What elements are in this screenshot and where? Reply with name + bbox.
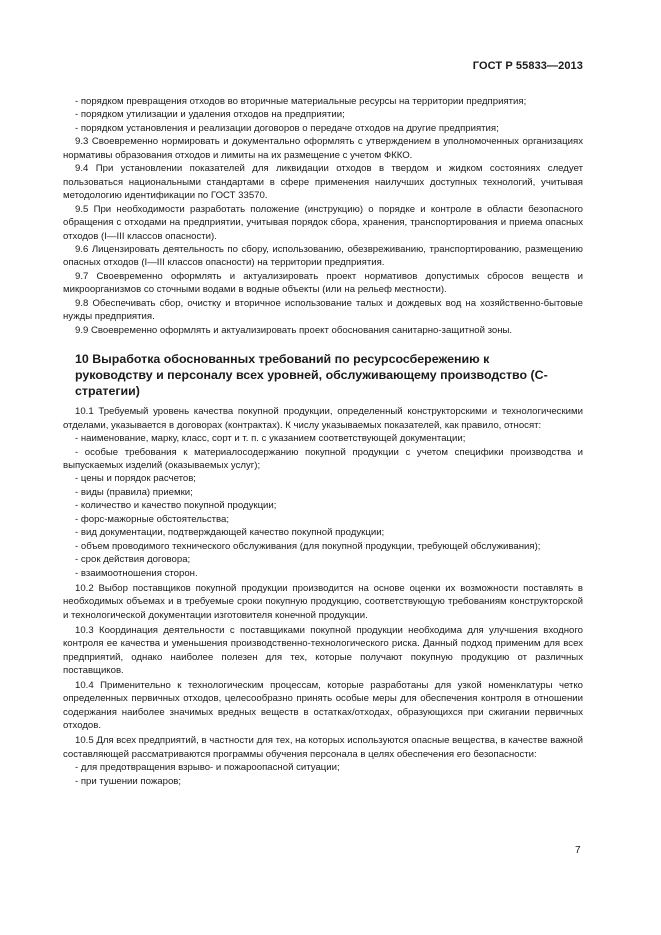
paragraph: 9.3 Своевременно нормировать и документально оформлять с утверждением в уполномоченных организациях нормативы образования отходов и лимиты на их размещение с учетом ФККО. xyxy=(63,136,583,161)
list-item: - цены и порядок расчетов; xyxy=(75,473,196,485)
list-item: - объем проводимого технического обслуживания (для покупной продукции, требующей обслуживания); xyxy=(75,540,541,552)
paragraph: - порядком утилизации и удаления отходов на предприятии; xyxy=(75,109,345,121)
paragraph: 9.9 Своевременно оформлять и актуализировать проект обоснования санитарно-защитной зоны. xyxy=(75,324,513,336)
page-number: 7 xyxy=(575,845,581,856)
paragraph: 9.7 Своевременно оформлять и актуализировать проект нормативов допустимых сбросов веществ и микроорганизмов со сточными водами в водные объекты (или на рельеф местности). xyxy=(63,270,583,296)
paragraph: 10.1 Требуемый уровень качества покупной продукции, определенный конструкторскими и технологическими отделами, указывается в договорах (контрактах). К числу указываемых показателей, как правило, относят: xyxy=(63,406,583,431)
paragraph: - порядком превращения отходов во вторичные материальные ресурсы на территории предприятия; xyxy=(75,96,527,107)
list-item: - особые требования к материалосодержанию покупной продукции с учетом специфики производства и выпускаемых изделий (оказываемых услуг); xyxy=(63,446,583,471)
list-item: - вид документации, подтверждающей качество покупной продукции; xyxy=(75,527,385,539)
paragraph: 10.3 Координация деятельности с поставщиками покупной продукции необходима для улучшения входного контроля ее качества и уменьшения производственно-технологического риска. Данный подход применим для всех предприятий, однако наиболее полезен для тех, которые получают покупную продукцию от различных поставщиков. xyxy=(63,624,583,676)
list-item: - при тушении пожаров; xyxy=(75,775,182,787)
paragraph: 10.2 Выбор поставщиков покупной продукции производится на основе оценки их возможности поставлять в необходимых объемах и в требуемые сроки покупную продукцию, соответствующую требованиям конструкторской и технологической документации изготовителя конечной продукции. xyxy=(63,582,583,621)
paragraph: 10.4 Применительно к технологическим процессам, которые разработаны для узкой номенклатуры четко определенных первичных отходов, целесообразно принять особые меры для обеспечения контроля в отношении содержания наиболее значимых вредных веществ в остатках/отходах, образующихся при сжигании первичных отходов. xyxy=(63,680,583,732)
section-heading: 10 Выработка обоснованных требований по ресурсосбережению к руководству и персоналу всех уровней, обслуживающему производство (С-стратегии) xyxy=(75,352,548,399)
page-body xyxy=(63,95,583,788)
list-item: - наименование, марку, класс, сорт и т. п. с указанием соответствующей документации; xyxy=(75,433,466,445)
list-item: - виды (правила) приемки; xyxy=(75,486,193,498)
paragraph: 9.5 При необходимости разработать положение (инструкцию) о порядке и контроле в области безопасного обращения с отходами на предприятии, учитывая порядок сбора, хранения, транспортирования и приема опасных отходов (I—III классов опасности). xyxy=(63,203,583,242)
paragraph: - порядком установления и реализации договоров о передаче отходов на другие предприятия; xyxy=(75,122,499,134)
paragraph: 10.5 Для всех предприятий, в частности для тех, на которых используются опасные вещества, в качестве важной составляющей рассматриваются программы обучения персонала в целях обеспечения его безопасности: xyxy=(63,735,584,760)
paragraph: 9.4 При установлении показателей для ликвидации отходов в твердом и жидком состояниях следует пользоваться национальными стандартами в сфере применения наилучших доступных технологий, учитывая методологию идентификации по ГОСТ 33570. xyxy=(63,163,583,202)
list-item: - количество и качество покупной продукции; xyxy=(75,500,277,512)
paragraph: 9.8 Обеспечивать сбор, очистку и вторичное использование талых и дождевых вод на хозяйственно-бытовые нужды предприятия. xyxy=(63,297,583,323)
paragraph: 9.6 Лицензировать деятельность по сбору, использованию, обезвреживанию, транспортированию, размещению опасных отходов (I—III классов опасности) на территории предприятия. xyxy=(63,243,583,269)
list-item: - взаимоотношения сторон. xyxy=(75,567,198,579)
list-item: - для предотвращения взрыво- и пожароопасной ситуации; xyxy=(75,762,340,774)
list-item: - срок действия договора; xyxy=(75,554,191,566)
standard-designation: ГОСТ Р 55833—2013 xyxy=(472,60,583,72)
list-item: - форс-мажорные обстоятельства; xyxy=(75,513,230,525)
